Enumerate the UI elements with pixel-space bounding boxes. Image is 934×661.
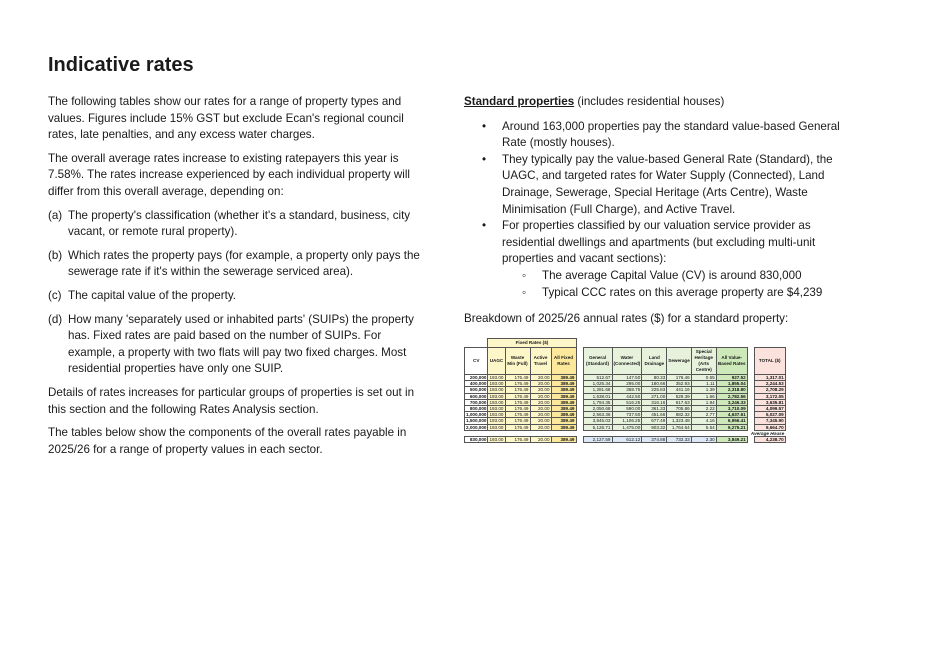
cell-waste: 176.49 — [505, 437, 530, 443]
cell-active: 20.00 — [530, 412, 551, 418]
cell-waste: 176.49 — [505, 424, 530, 430]
cell-sewerage: 441.16 — [667, 387, 691, 393]
cell-general: 512.67 — [583, 375, 612, 381]
cell-sewerage: 882.32 — [667, 412, 691, 418]
cell-active: 20.00 — [530, 381, 551, 387]
cell-water: 295.00 — [612, 381, 642, 387]
average-house-label: Average House — [750, 430, 785, 436]
cell-active: 20.00 — [530, 437, 551, 443]
bullet-item — [502, 218, 854, 301]
cell-heritage: 1.94 — [691, 399, 716, 405]
cell-water: 737.50 — [612, 412, 642, 418]
cell-waste: 176.49 — [505, 418, 530, 424]
cell-total: 1,317.01 — [754, 375, 785, 381]
cell-waste: 176.49 — [505, 399, 530, 405]
cell-waste: 176.49 — [505, 412, 530, 418]
column-gap — [747, 437, 754, 443]
cell-land: 271.00 — [642, 393, 667, 399]
cell-land: 451.66 — [642, 412, 667, 418]
cell-cv: 830,000 — [465, 437, 488, 443]
cell-water: 590.00 — [612, 406, 642, 412]
cell-water: 368.75 — [612, 387, 642, 393]
cell-heritage: 0.55 — [691, 375, 716, 381]
cell-all-fixed: 389.49 — [551, 424, 576, 430]
bullet-item-text: For properties classified by our valuation service provider as residential dwellings and apartments (but excluding multi-unit properties and vacant sections): — [502, 219, 816, 266]
cell-cv: 1,000,000 — [466, 412, 487, 418]
cell-active: 20.00 — [530, 393, 551, 399]
col-header-uagc: UAGC — [488, 348, 505, 375]
sub-bullet-item: ◦ Typical CCC rates on this average property are $4,239 — [542, 285, 854, 302]
cell-active: 20.00 — [530, 424, 551, 430]
cell-uagc: 193.00 — [489, 406, 504, 412]
cell-land: 361.33 — [642, 406, 667, 412]
cell-land: 903.32 — [642, 424, 667, 430]
intro-paragraph-3: Details of rates increases for particular groups of properties is set out in this section and the following Rates Analysis section. — [48, 385, 415, 416]
cell-heritage: 2.30 — [691, 437, 716, 443]
col-header-sewerage: Sewerage — [667, 348, 691, 375]
cell-general: 1,025.34 — [583, 381, 612, 387]
intro-paragraph-4: The tables below show the components of the overall rates payable in 2025/26 for a range of property values in each sector. — [48, 426, 407, 456]
bullet-list — [464, 119, 854, 302]
cell-all-value: 2,318.80 — [716, 387, 747, 393]
cell-total: 9,664.70 — [754, 424, 785, 430]
cell-sewerage: 732.33 — [667, 437, 691, 443]
table-caption: Breakdown of 2025/26 annual rates ($) for a standard property: — [464, 312, 789, 325]
cell-sewerage: 1,764.64 — [667, 424, 691, 430]
list-item-text: Which rates the property pays (for example, a property only pays the sewerage rate if it's within the sewerage serviced area). — [68, 248, 420, 279]
cell-general: 2,050.68 — [583, 406, 612, 412]
cell-heritage: 2.22 — [691, 406, 716, 412]
cell-all-fixed: 389.49 — [551, 418, 576, 424]
cell-water: 442.50 — [612, 393, 642, 399]
col-header-waste: Waste Min (Full) — [505, 348, 530, 375]
cell-sewerage: 176.46 — [667, 375, 691, 381]
col-header-cv: CV — [465, 348, 488, 375]
table-row — [465, 437, 786, 443]
section-heading-bold: Standard properties — [464, 95, 575, 108]
cell-uagc: 193.00 — [489, 412, 504, 418]
cell-cv: 500,000 — [465, 387, 488, 393]
cell-water: 612.12 — [612, 437, 642, 443]
cell-cv: 400,000 — [465, 381, 488, 387]
list-item — [48, 248, 431, 281]
cell-land: 180.66 — [642, 381, 667, 387]
cell-all-value: 6,956.41 — [716, 418, 747, 424]
cell-all-fixed: 389.49 — [551, 406, 576, 412]
cell-total: 4,099.57 — [754, 406, 785, 412]
cell-sewerage: 529.39 — [667, 393, 691, 399]
cell-cv: 700,000 — [465, 399, 488, 405]
col-header-general: General (Standard) — [583, 348, 612, 375]
cell-all-value: 9,275.21 — [716, 424, 747, 430]
list-item-label: (d) — [48, 312, 63, 326]
cell-general: 3,845.03 — [583, 418, 612, 424]
intro-column — [48, 94, 431, 465]
cell-total: 3,172.05 — [754, 393, 785, 399]
cell-heritage: 2.77 — [691, 412, 716, 418]
cell-general: 2,563.36 — [583, 412, 612, 418]
cell-all-fixed: 389.49 — [551, 393, 576, 399]
cell-water: 147.50 — [612, 375, 642, 381]
cell-all-value: 927.52 — [716, 375, 747, 381]
cell-all-fixed: 389.49 — [551, 381, 576, 387]
list-item-text: The property's classification (whether it's a standard, business, city vacant, or remote rural property). — [68, 208, 411, 239]
cell-active: 20.00 — [530, 406, 551, 412]
list-item — [48, 288, 431, 305]
list-item-text: The capital value of the property. — [68, 288, 236, 302]
cell-all-value: 3,246.33 — [716, 399, 747, 405]
cell-sewerage: 617.63 — [667, 399, 691, 405]
cell-total: 2,244.53 — [754, 381, 785, 387]
cell-general: 1,794.35 — [583, 399, 612, 405]
cell-water: 516.25 — [612, 399, 642, 405]
cell-heritage: 1.66 — [691, 393, 716, 399]
cell-uagc: 193.00 — [489, 424, 504, 430]
cell-cv: 800,000 — [465, 406, 488, 412]
cell-all-fixed: 389.49 — [551, 437, 576, 443]
cell-total: 4,238.70 — [754, 437, 785, 443]
sub-bullet-list — [502, 268, 854, 301]
cell-sewerage: 352.93 — [667, 381, 691, 387]
col-header-all-fixed: All Fixed Rates — [551, 348, 576, 375]
cell-general: 1,538.01 — [583, 393, 612, 399]
cell-cv: 600,000 — [465, 393, 488, 399]
cell-uagc: 193.00 — [489, 437, 504, 443]
cell-all-fixed: 389.49 — [551, 375, 576, 381]
cell-land: 225.83 — [642, 387, 667, 393]
cell-general: 1,281.68 — [583, 387, 612, 393]
intro-paragraph-2: The overall average rates increase to existing ratepayers this year is 7.58%. The rates increase experienced by each individual property will differ from this overall average, depending on: — [48, 151, 410, 198]
cell-water: 1,106.25 — [612, 418, 642, 424]
cell-all-value: 1,855.04 — [716, 381, 747, 387]
cell-waste: 176.49 — [505, 387, 530, 393]
cell-all-value: 3,710.09 — [716, 406, 747, 412]
cell-uagc: 193.00 — [489, 387, 504, 393]
cell-uagc: 193.00 — [489, 393, 504, 399]
cell-sewerage: 1,323.48 — [667, 418, 691, 424]
cell-total: 2,708.29 — [754, 387, 785, 393]
cell-land: 374.88 — [642, 437, 667, 443]
cell-waste: 176.49 — [505, 406, 530, 412]
column-gap — [576, 437, 583, 443]
list-item — [48, 312, 431, 378]
cell-general: 5,126.71 — [583, 424, 612, 430]
col-header-heritage: Special Heritage (Arts Centre) — [691, 348, 716, 375]
cell-waste: 176.49 — [505, 381, 530, 387]
cell-all-value: 3,849.21 — [716, 437, 747, 443]
bullet-item: • Around 163,000 properties pay the standard value-based General Rate (mostly houses). — [502, 119, 854, 152]
cell-total: 5,027.09 — [754, 412, 785, 418]
section-heading-rest: (includes residential houses) — [574, 95, 725, 108]
cell-active: 20.00 — [530, 399, 551, 405]
fixed-rates-group-header: Fixed Rates ($) — [488, 339, 576, 348]
list-item-text: How many 'separately used or inhabited parts' (SUIPs) the property has. Fixed rates are paid based on the number of SUIPs. For example, a property with two flats will pay two fixed charges. Most residential properties have only one SUIP. — [68, 312, 414, 376]
cell-active: 20.00 — [530, 387, 551, 393]
cell-heritage: 5.54 — [691, 424, 716, 430]
col-header-total: TOTAL ($) — [754, 348, 785, 375]
cell-cv: 1,500,000 — [466, 418, 487, 424]
cell-waste: 176.49 — [505, 393, 530, 399]
sub-bullet-item: ◦ The average Capital Value (CV) is around 830,000 — [542, 268, 854, 285]
cell-waste: 176.49 — [505, 375, 530, 381]
cell-sewerage: 705.86 — [667, 406, 691, 412]
col-header-land: Land Drainage — [642, 348, 667, 375]
cell-all-fixed: 389.49 — [551, 399, 576, 405]
cell-active: 20.00 — [530, 418, 551, 424]
cell-heritage: 1.11 — [691, 381, 716, 387]
cell-cv: 2,000,000 — [466, 424, 487, 430]
cell-heritage: 4.16 — [691, 418, 716, 424]
cell-land: 316.16 — [642, 399, 667, 405]
cell-uagc: 193.00 — [489, 375, 504, 380]
list-item — [48, 208, 431, 241]
cell-all-value: 4,637.61 — [716, 412, 747, 418]
cell-water: 1,475.00 — [612, 424, 642, 430]
col-header-active: Active Travel — [530, 348, 551, 375]
cell-uagc: 193.00 — [489, 399, 504, 405]
cell-heritage: 1.39 — [691, 387, 716, 393]
cell-all-fixed: 389.49 — [551, 387, 576, 393]
cell-total: 7,345.90 — [754, 418, 785, 424]
col-header-water: Water (Connected) — [612, 348, 642, 375]
cell-land: 80.33 — [642, 375, 667, 381]
page-title: Indicative rates — [48, 54, 194, 76]
cell-uagc: 193.00 — [489, 418, 504, 424]
cell-total: 3,635.81 — [754, 399, 785, 405]
col-header-all-value: All Value-Based Rates — [716, 348, 747, 375]
cell-uagc: 193.00 — [489, 381, 504, 387]
list-item-label: (b) — [48, 248, 63, 262]
cell-active: 20.00 — [530, 375, 551, 381]
cell-land: 677.49 — [642, 418, 667, 424]
list-item-label: (a) — [48, 208, 63, 222]
rates-breakdown-table — [464, 338, 786, 443]
standard-properties-column — [464, 94, 854, 301]
cell-general: 2,127.59 — [583, 437, 612, 443]
list-item-label: (c) — [48, 288, 62, 302]
cell-all-value: 2,782.56 — [716, 393, 747, 399]
cell-all-fixed: 389.49 — [551, 412, 576, 418]
cell-cv: 200,000 — [465, 375, 488, 381]
intro-paragraph-1: The following tables show our rates for a range of property types and values. Figures include 15% GST but exclude Ecan's regional council rates, late penalties, and any excess water charges. — [48, 95, 404, 142]
section-heading — [464, 94, 854, 111]
bullet-item: • They typically pay the value-based General Rate (Standard), the UAGC, and targeted rates for Water Supply (Connected), Land Drainage, Sewerage, Special Heritage (Arts Centre), Waste Minimisation (Full Charge), and Active Travel. — [502, 152, 854, 218]
